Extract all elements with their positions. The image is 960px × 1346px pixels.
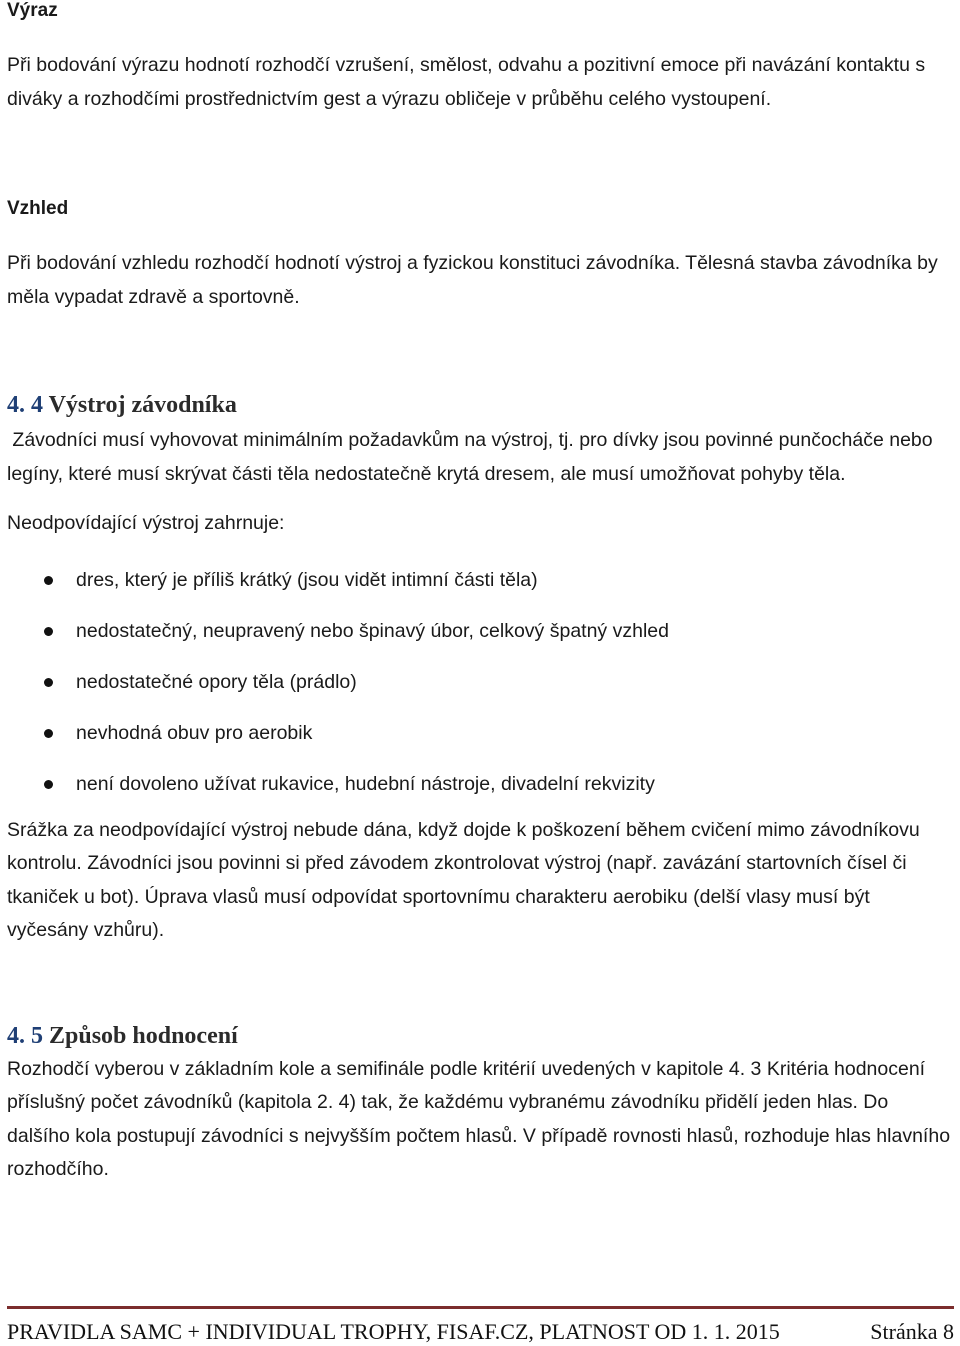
bullet-icon (44, 627, 53, 636)
inadequate-gear-list (7, 569, 953, 824)
section-4-4-title (7, 391, 953, 419)
section-4-5-paragraph: Rozhodčí vyberou v základním kole a semifinále podle kritérií uvedených v kapitole 4. 3 Kritéria hodnocení příslušný počet závodníků (kapitola 2. 4) tak, že každému vybranému závodníku přidělí jeden hlas. Do dalšího kola postupují závodníci s nejvyšším počtem hlasů. V případě rovnosti hlasů, rozhoduje hlas hlavního rozhodčího. (7, 1057, 951, 1180)
page-footer (7, 1306, 954, 1346)
vzhled-heading: Vzhled (7, 198, 69, 219)
list-item-text: nevhodná obuv pro aerobik (76, 721, 313, 744)
section-4-5-title (7, 1022, 953, 1050)
bullet-icon (44, 780, 53, 789)
list-item-text: není dovoleno užívat rukavice, hudební nástroje, divadelní rekvizity (76, 772, 655, 795)
list-item-text: nedostatečné opory těla (prádlo) (76, 670, 357, 693)
bullet-icon (44, 729, 53, 738)
list-item (7, 671, 953, 722)
bullet-icon (44, 576, 53, 585)
bullet-icon (44, 678, 53, 687)
footer-document-title: PRAVIDLA SAMC + INDIVIDUAL TROPHY, FISAF.CZ, PLATNOST OD 1. 1. 2015 (7, 1319, 780, 1344)
section-4-4-title-text: Výstroj závodníka (48, 392, 237, 418)
vzhled-paragraph: Při bodování vzhledu rozhodčí hodnotí výstroj a fyzickou konstituci závodníka. Tělesná stavba závodníka by měla vypadat zdravě a sportovně. (7, 252, 938, 308)
section-4-4-closing: Srážka za neodpovídající výstroj nebude dána, když dojde k poškození během cvičení mimo závodníkovu kontrolu. Závodníci jsou povinni si před závodem zkontrolovat výstroj (např. zavázání startovních čísel či tkaniček u bot). Úprava vlasů musí odpovídat sportovnímu charakteru aerobiku (delší vlasy musí být vyčesány vzhůru). (7, 818, 920, 941)
section-4-4-paragraph: Závodníci musí vyhovovat minimálním požadavkům na výstroj, tj. pro dívky jsou povinné punčocháče nebo legíny, které musí skrývat části těla nedostatečně krytá dresem, ale musí umožňovat pohyby těla. (7, 429, 939, 485)
list-item-text: nedostatečný, neupravený nebo špinavý úbor, celkový špatný vzhled (76, 619, 669, 642)
vyraz-paragraph: Při bodování výrazu hodnotí rozhodčí vzrušení, smělost, odvahu a pozitivní emoce při navázání kontaktu s diváky a rozhodčími prostřednictvím gest a výrazu obličeje v průběhu celého vystoupení. (7, 54, 926, 110)
list-item (7, 569, 953, 620)
list-item (7, 773, 953, 824)
list-item (7, 620, 953, 671)
list-intro: Neodpovídající výstroj zahrnuje: (7, 512, 285, 534)
list-item (7, 722, 953, 773)
list-item-text: dres, který je příliš krátký (jsou vidět intimní části těla) (76, 568, 538, 591)
section-4-4-number: 4. 4 (7, 392, 43, 418)
section-4-5-number: 4. 5 (7, 1022, 43, 1049)
section-4-5-title-text: Způsob hodnocení (49, 1022, 238, 1049)
vyraz-heading: Výraz (7, 0, 58, 21)
footer-page-number: Stránka 8 (870, 1319, 954, 1344)
document-page (7, 0, 953, 1187)
